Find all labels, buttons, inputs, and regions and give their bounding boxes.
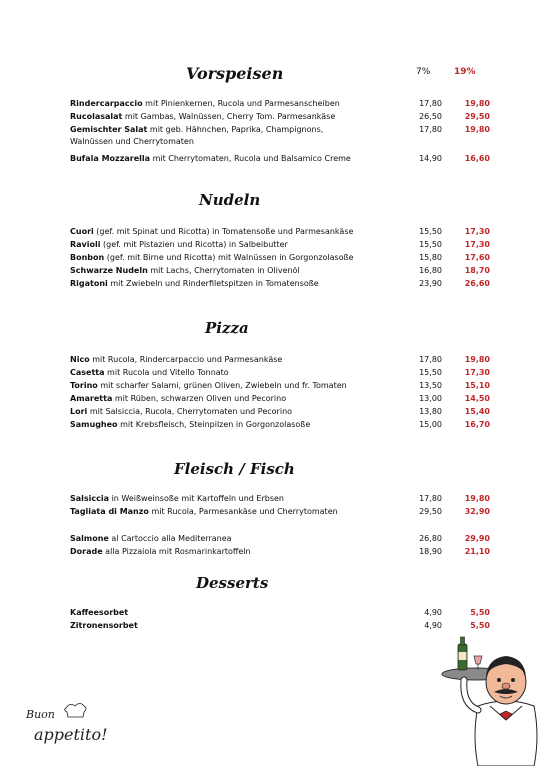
- item-desc: mit Rucola und Vitello Tonnato: [104, 368, 229, 377]
- price-net: 23,90: [419, 279, 442, 288]
- price-gross: 29,90: [464, 534, 490, 543]
- price-net: 15,00: [419, 420, 442, 429]
- price-gross: 19,80: [464, 125, 490, 134]
- item-desc: mit Cherrytomaten, Rucola und Balsamico Creme: [150, 154, 351, 163]
- price-net: 17,80: [419, 355, 442, 364]
- item-name: Rucolasalat: [70, 112, 123, 121]
- rate-low: 7%: [416, 67, 431, 77]
- price-gross: 19,80: [464, 99, 490, 108]
- price-net: 15,50: [419, 368, 442, 377]
- item-desc: in Weißweinsoße mit Kartoffeln und Erbsen: [109, 494, 284, 503]
- price-net: 13,80: [419, 407, 442, 416]
- item-desc: mit Salsiccia, Rucola, Cherrytomaten und Pecorino: [87, 407, 293, 416]
- item-name: Tagliata di Manzo: [70, 507, 149, 516]
- item-name: Nico: [70, 355, 90, 364]
- price-gross: 32,90: [464, 507, 490, 516]
- price-gross: 17,30: [464, 240, 490, 249]
- price-gross: 17,30: [464, 368, 490, 377]
- price-net: 17,80: [419, 494, 442, 503]
- price-net: 26,50: [419, 112, 442, 121]
- item-name: Casetta: [70, 368, 105, 377]
- price-gross: 16,60: [464, 154, 490, 163]
- section-title-pizza: Pizza: [205, 319, 249, 337]
- item-desc: mit scharfer Salami, grünen Oliven, Zwiebeln und fr. Tomaten: [97, 381, 347, 390]
- item-desc: (gef. mit Pistazien und Ricotta) in Salbeibutter: [100, 240, 288, 249]
- item-name: Bufala Mozzarella: [70, 154, 151, 163]
- price-net: 26,80: [419, 534, 442, 543]
- price-gross: 19,80: [464, 494, 490, 503]
- price-gross: 17,30: [464, 227, 490, 236]
- price-net: 15,80: [419, 253, 442, 262]
- section-title-desserts: Desserts: [196, 574, 269, 592]
- item-name: Bonbon: [70, 253, 105, 262]
- price-net: 18,90: [419, 547, 442, 556]
- item-desc: mit Gambas, Walnüssen, Cherry Tom. Parmesankäse: [122, 112, 336, 121]
- item-desc: mit Rucola, Rindercarpaccio und Parmesankäse: [89, 355, 283, 364]
- item-desc: mit Rucola, Parmesankäse und Cherrytomaten: [148, 507, 338, 516]
- price-gross: 29,50: [464, 112, 490, 121]
- chef-hat-icon: [65, 704, 86, 718]
- price-net: 4,90: [424, 608, 442, 617]
- price-net: 13,00: [419, 394, 442, 403]
- item-desc: (gef. mit Birne und Ricotta) mit Walnüssen in Gorgonzolasoße: [104, 253, 354, 262]
- item-name: Rindercarpaccio: [70, 99, 143, 108]
- item-name: Rigatoni: [70, 279, 108, 288]
- price-gross: 21,10: [464, 547, 490, 556]
- item-desc: mit geb. Hähnchen, Paprika, Champignons,: [147, 125, 324, 134]
- signature-line-2: appetito!: [34, 725, 108, 744]
- wine-glass-icon: [474, 656, 482, 664]
- item-name: Cuori: [70, 227, 94, 236]
- item-name: Zitronensorbet: [70, 621, 138, 630]
- item-name: Salmone: [70, 534, 109, 543]
- item-desc-continued: Walnüssen und Cherrytomaten: [70, 137, 194, 146]
- price-gross: 18,70: [464, 266, 490, 275]
- item-name: Amaretta: [70, 394, 113, 403]
- section-title-nudeln: Nudeln: [199, 191, 261, 209]
- price-gross: 19,80: [464, 355, 490, 364]
- item-name: Salsiccia: [70, 494, 110, 503]
- signature-line-1: Buon: [26, 708, 55, 721]
- section-title-fleisch-fisch: Fleisch / Fisch: [174, 460, 295, 478]
- waiter-illustration: [438, 636, 542, 766]
- rate-high: 19%: [454, 67, 476, 77]
- item-desc: mit Pinienkernen, Rucola und Parmesanscheiben: [142, 99, 340, 108]
- item-name: Ravioli: [70, 240, 101, 249]
- price-net: 17,80: [419, 99, 442, 108]
- item-desc: mit Krebsfleisch, Steinpilzen in Gorgonzolasoße: [117, 420, 311, 429]
- price-gross: 16,70: [464, 420, 490, 429]
- price-net: 13,50: [419, 381, 442, 390]
- price-gross: 15,10: [464, 381, 490, 390]
- section-title-vorspeisen: Vorspeisen: [186, 64, 284, 83]
- item-name: Schwarze Nudeln: [70, 266, 148, 275]
- price-net: 29,50: [419, 507, 442, 516]
- price-net: 15,50: [419, 227, 442, 236]
- price-net: 17,80: [419, 125, 442, 134]
- price-gross: 26,60: [464, 279, 490, 288]
- price-gross: 5,50: [470, 621, 490, 630]
- price-gross: 14,50: [464, 394, 490, 403]
- item-desc: mit Lachs, Cherrytomaten in Olivenöl: [147, 266, 300, 275]
- price-net: 4,90: [424, 621, 442, 630]
- price-net: 14,90: [419, 154, 442, 163]
- item-name: Torino: [70, 381, 98, 390]
- item-name: Dorade: [70, 547, 103, 556]
- item-name: Samugheo: [70, 420, 118, 429]
- item-name: Lori: [70, 407, 88, 416]
- price-gross: 17,60: [464, 253, 490, 262]
- item-name: Kaffeesorbet: [70, 608, 129, 617]
- price-net: 15,50: [419, 240, 442, 249]
- item-name: Gemischter Salat: [70, 125, 148, 134]
- item-desc: mit Rüben, schwarzen Oliven und Pecorino: [112, 394, 287, 403]
- item-desc: (gef. mit Spinat und Ricotta) in Tomatensoße und Parmesankäse: [93, 227, 354, 236]
- price-net: 16,80: [419, 266, 442, 275]
- item-desc: al Cartoccio alla Mediterranea: [108, 534, 232, 543]
- buon-appetito-signature: [18, 700, 138, 750]
- item-desc: mit Zwiebeln und Rinderfiletspitzen in Tomatensoße: [107, 279, 319, 288]
- price-gross: 15,40: [464, 407, 490, 416]
- price-gross: 5,50: [470, 608, 490, 617]
- item-desc: alla Pizzaiola mit Rosmarinkartoffeln: [102, 547, 251, 556]
